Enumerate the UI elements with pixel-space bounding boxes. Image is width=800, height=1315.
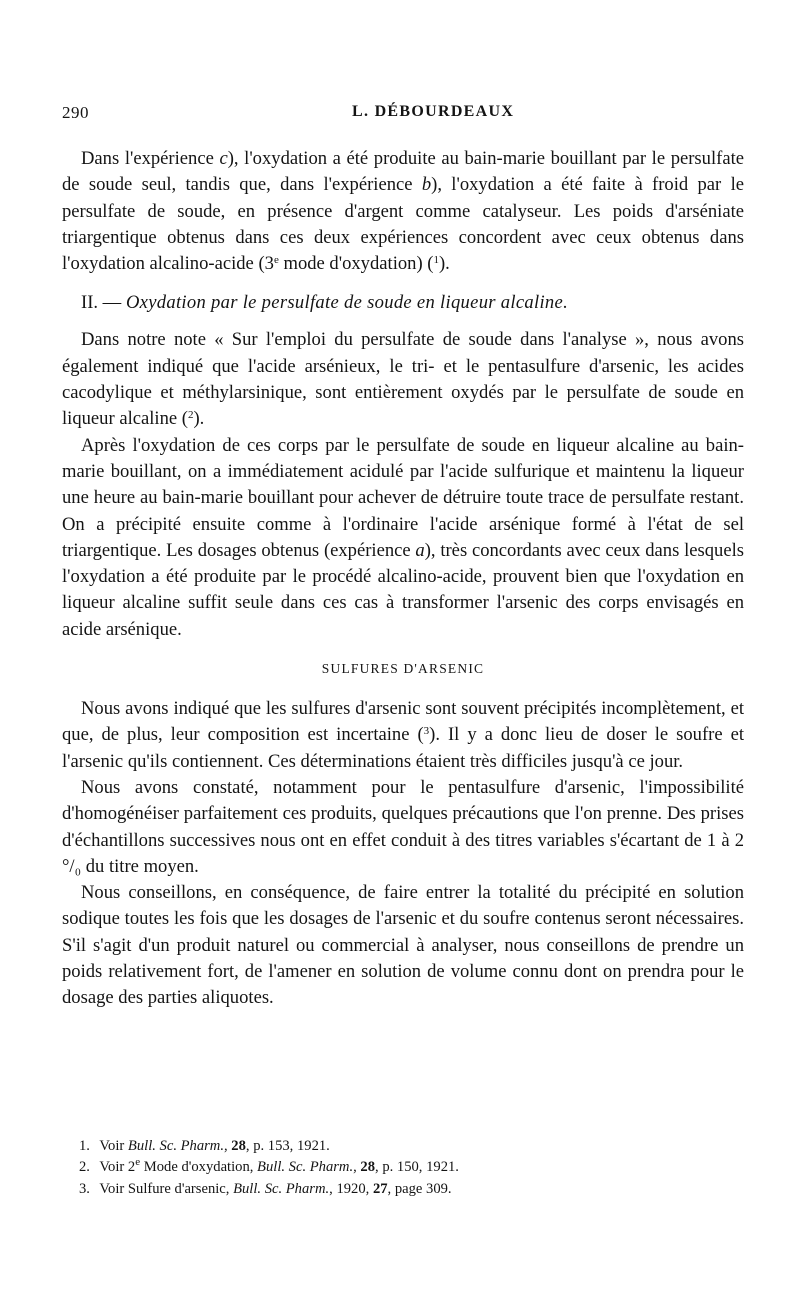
section-title: SULFURES D'ARSENIC [321,661,485,677]
footnotes [79,1136,739,1200]
paragraph-3: Après l'oxydation de ces corps par le persulfate de soude en liqueur alcaline au bain-marie bouillant, on a immédiatement acidulé par l'acide sulfurique et maintenu la liqueur une heure au bain-marie bouillant pour achever de détruire toute trace de persulfate restant. On a précipité ensuite comme à l'ordinaire l'acide arsénique formé à l'état de sel triargentique. Les dosages obtenus (expérience a), très concordants avec ceux dans lesquels l'oxydation a été produite par le procédé alcalino-acide, prouvent bien que l'oxydation en liqueur alcaline suffit seule dans ces cas à transformer l'arsenic des corps envisagés en acide arsénique. [62,434,744,640]
main-text [62,146,744,1012]
paragraph-2: Dans notre note « Sur l'emploi du persulfate de soude dans l'analyse », nous avons également indiqué que l'acide arsénieux, le tri- et le pentasulfure d'arsenic, les acides cacodylique et méthylarsinique, sont entièrement oxydés par le persulfate de soude en liqueur alcaline ($^2$). [62,329,744,430]
paragraph-1: Dans l'expérience c), l'oxydation a été produite au bain-marie bouillant par le persulfate de soude seul, tandis que, dans l'expérience b), l'oxydation a été faite à froid par le persulfate de soude, en présence d'argent comme catalyseur. Les poids d'arséniate triargentique obtenus dans ces deux expériences concordent avec ceux obtenus dans l'oxydation alcalino-acide (3e mode d'oxydation) ($^1$). [62,148,744,275]
subsection-heading: II. — Oxydation par le persulfate de soude en liqueur alcaline. [81,292,569,314]
running-head: L. DÉBOURDEAUX [352,103,515,120]
footnote-ref-2[interactable]: 2 [187,409,194,422]
footnote-ref-1[interactable]: 1 [433,254,439,267]
footnote-ref-3[interactable]: 3 [423,725,430,738]
footnote-3: 3. Voir Sulfure d'arsenic, Bull. Sc. Pharm., 1920, 27, page 309. [79,1180,452,1197]
footnote-2: 2. Voir 2e Mode d'oxydation, Bull. Sc. Pharm., 28, p. 150, 1921. [79,1156,459,1176]
paragraph-4: Nous avons indiqué que les sulfures d'arsenic sont souvent précipités incomplètement, et que, de plus, leur composition est incertaine ($^3$). Il y a donc lieu de doser le soufre et l'arsenic qu'ils contiennent. Ces déterminations étaient très difficiles jusqu'à ce jour. [62,698,744,772]
page-header [62,103,744,127]
paragraph-6: Nous conseillons, en conséquence, de faire entrer la totalité du précipité en solution sodique toutes les fois que les dosages de l'arsenic et du soufre contenus seront nécessaires. S'il s'agit d'un produit naturel ou commercial à analyser, nous conseillons de prendre un poids relativement fort, de l'amener en solution de volume connu dont on prendra pour le dosage des parties aliquotes. [62,882,744,1009]
page-number: 290 [62,103,89,122]
paragraph-5: Nous avons constaté, notamment pour le pentasulfure d'arsenic, l'impossibilité d'homogénéiser parfaitement ces produits, quelques précautions que l'on prenne. Des prises d'échantillons successives nous ont en effet conduit à des titres variables s'écartant de 1 à 2 °/₀ du titre moyen. [62,776,744,877]
footnote-1: 1. Voir Bull. Sc. Pharm., 28, p. 153, 1921. [79,1138,330,1154]
